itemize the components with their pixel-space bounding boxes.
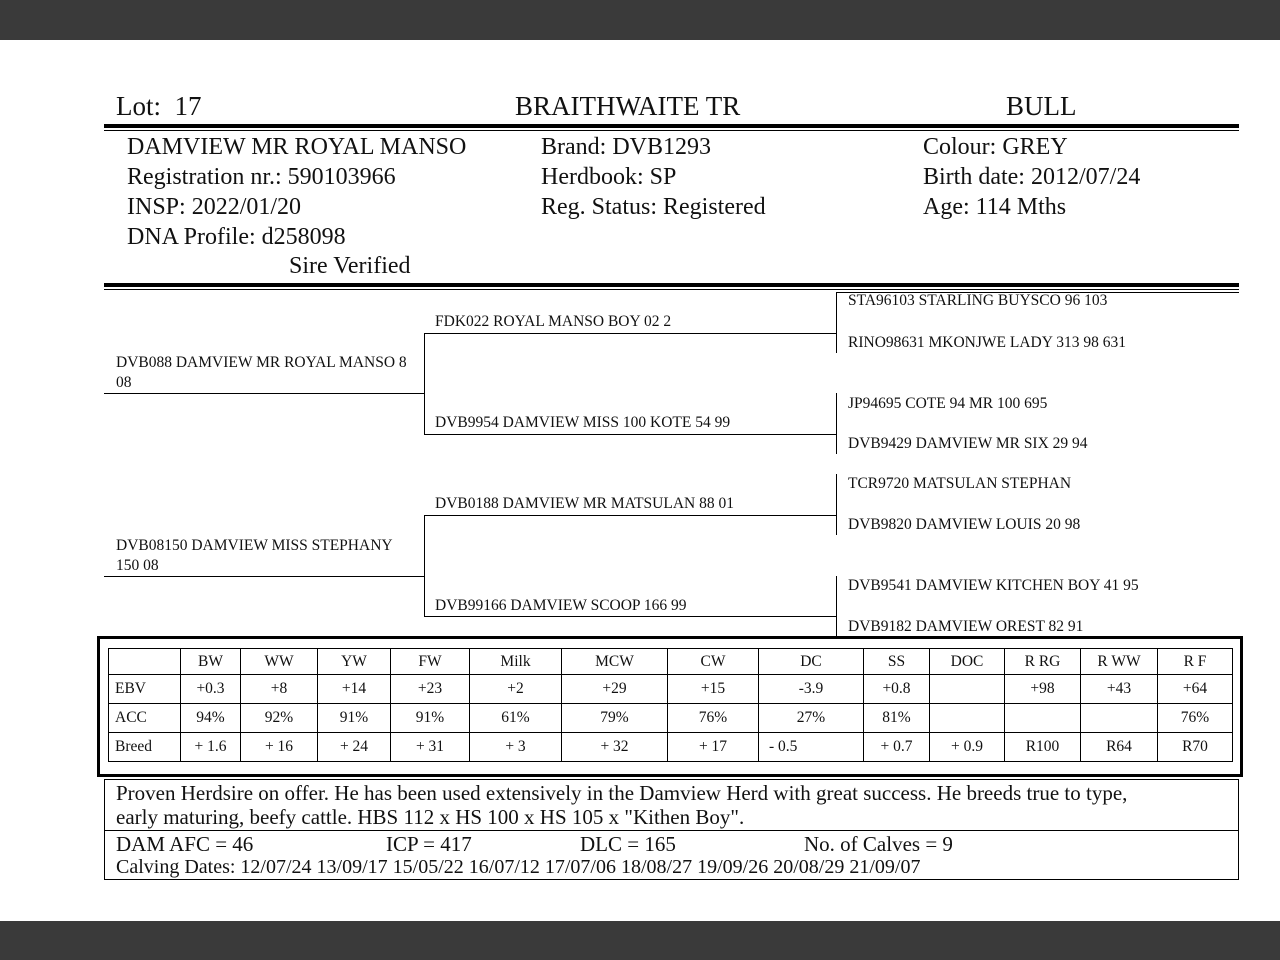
top-bar <box>0 0 1280 40</box>
pedigree-ggp: DVB9541 DAMVIEW KITCHEN BOY 41 95 <box>848 577 1139 594</box>
ebv-header-cell: R RG <box>1005 649 1081 675</box>
ebv-header-cell: CW <box>668 649 759 675</box>
ebv-header-cell: YW <box>318 649 391 675</box>
ebv-row <box>109 675 1233 704</box>
ebv-cell: +43 <box>1081 675 1158 704</box>
pedigree-ggp: JP94695 COTE 94 MR 100 695 <box>848 395 1048 412</box>
ebv-table <box>108 648 1233 762</box>
ebv-cell: +23 <box>391 675 470 704</box>
reg-status: Reg. Status: Registered <box>541 194 766 220</box>
ebv-cell: 27% <box>759 704 864 733</box>
ebv-cell: R64 <box>1081 733 1158 762</box>
header-rule-thin <box>104 130 1239 131</box>
ebv-cell: 91% <box>391 704 470 733</box>
ebv-cell: R70 <box>1158 733 1233 762</box>
lot-number: 17 <box>174 91 202 121</box>
ebv-header-cell: DC <box>759 649 864 675</box>
ebv-cell: 79% <box>562 704 668 733</box>
ebv-row <box>109 704 1233 733</box>
lot-label: Lot: 17 <box>116 91 202 121</box>
age: Age: 114 Mths <box>923 194 1067 220</box>
ebv-header-cell: MCW <box>562 649 668 675</box>
ebv-cell: +0.8 <box>864 675 930 704</box>
ebv-cell: + 16 <box>241 733 318 762</box>
pedigree-sire: DVB088 DAMVIEW MR ROYAL MANSO 8 08 <box>116 354 407 391</box>
ebv-header-cell <box>109 649 181 675</box>
sire-verified: Sire Verified <box>289 253 411 279</box>
ebv-cell: -3.9 <box>759 675 864 704</box>
ebv-header-cell: WW <box>241 649 318 675</box>
pedigree-sire-dam: DVB9954 DAMVIEW MISS 100 KOTE 54 99 <box>435 414 731 431</box>
pedigree-ggp: TCR9720 MATSULAN STEPHAN <box>848 475 1072 492</box>
herdbook: Herdbook: SP <box>541 164 677 190</box>
pedigree-sire-sire: FDK022 ROYAL MANSO BOY 02 2 <box>435 313 672 330</box>
insp-date: INSP: 2022/01/20 <box>127 194 302 220</box>
calving-dates: Calving Dates: 12/07/24 13/09/17 15/05/22 16/07/12 17/07/06 18/08/27 19/09/26 20/08/29 21/09/07 <box>116 856 921 878</box>
pedigree-ggp: DVB9820 DAMVIEW LOUIS 20 98 <box>848 516 1081 533</box>
dna-profile: DNA Profile: d258098 <box>127 224 346 250</box>
ebv-header-cell: BW <box>181 649 241 675</box>
ebv-cell: +8 <box>241 675 318 704</box>
ebv-cell: + 17 <box>668 733 759 762</box>
ebv-cell: +15 <box>668 675 759 704</box>
ebv-cell <box>1081 704 1158 733</box>
ebv-cell: 92% <box>241 704 318 733</box>
animal-type: BULL <box>1006 91 1077 121</box>
ebv-cell: + 0.9 <box>930 733 1005 762</box>
number-of-calves: No. of Calves = 9 <box>804 832 953 856</box>
ebv-cell: + 3 <box>470 733 562 762</box>
ebv-cell <box>930 675 1005 704</box>
ebv-cell: +64 <box>1158 675 1233 704</box>
remarks-divider <box>105 830 1238 831</box>
ebv-cell: +14 <box>318 675 391 704</box>
ebv-cell: + 32 <box>562 733 668 762</box>
ebv-cell: +0.3 <box>181 675 241 704</box>
ebv-cell: 76% <box>668 704 759 733</box>
ebv-cell: R100 <box>1005 733 1081 762</box>
pedigree-rule-thick <box>104 283 1239 287</box>
ebv-header-cell: SS <box>864 649 930 675</box>
ebv-row-label: EBV <box>109 675 181 704</box>
pedigree-rule-thin <box>104 289 1239 290</box>
ebv-cell: +29 <box>562 675 668 704</box>
registration-number: Registration nr.: 590103966 <box>127 164 396 190</box>
ebv-cell: + 0.7 <box>864 733 930 762</box>
ebv-header-cell: Milk <box>470 649 562 675</box>
colour: Colour: GREY <box>923 134 1068 160</box>
pedigree-dam-sire: DVB0188 DAMVIEW MR MATSULAN 88 01 <box>435 495 734 512</box>
icp: ICP = 417 <box>386 832 472 856</box>
ebv-cell: 91% <box>318 704 391 733</box>
remarks-line-1: Proven Herdsire on offer. He has been used extensively in the Damview Herd with great success. He breeds true to type, <box>116 781 1128 805</box>
ebv-cell: + 24 <box>318 733 391 762</box>
pedigree-dam-dam: DVB99166 DAMVIEW SCOOP 166 99 <box>435 597 687 614</box>
ebv-header-cell: FW <box>391 649 470 675</box>
header-rule-thick <box>104 124 1239 128</box>
pedigree-ggp: RINO98631 MKONJWE LADY 313 98 631 <box>848 334 1126 351</box>
ebv-cell: 81% <box>864 704 930 733</box>
ebv-row-label: Breed <box>109 733 181 762</box>
ebv-header-cell: R F <box>1158 649 1233 675</box>
ebv-cell: 61% <box>470 704 562 733</box>
ebv-header-row <box>109 649 1233 675</box>
ebv-header-cell: DOC <box>930 649 1005 675</box>
pedigree-dam: DVB08150 DAMVIEW MISS STEPHANY 150 08 <box>116 537 393 574</box>
ebv-cell: +2 <box>470 675 562 704</box>
birth-date: Birth date: 2012/07/24 <box>923 164 1141 190</box>
ebv-header-cell: R WW <box>1081 649 1158 675</box>
pedigree-ggp: DVB9429 DAMVIEW MR SIX 29 94 <box>848 435 1088 452</box>
ebv-row <box>109 733 1233 762</box>
ebv-cell: 76% <box>1158 704 1233 733</box>
brand: Brand: DVB1293 <box>541 134 711 160</box>
pedigree-ggp: DVB9182 DAMVIEW OREST 82 91 <box>848 618 1084 635</box>
ebv-row-label: ACC <box>109 704 181 733</box>
ebv-cell: +98 <box>1005 675 1081 704</box>
ebv-cell: + 31 <box>391 733 470 762</box>
bottom-bar <box>0 921 1280 960</box>
ebv-cell: - 0.5 <box>759 733 864 762</box>
pedigree-ggp: STA96103 STARLING BUYSCO 96 103 <box>848 292 1108 309</box>
remarks-line-2: early maturing, beefy cattle. HBS 112 x HS 100 x HS 105 x "Kithen Boy". <box>116 805 745 829</box>
ebv-cell: + 1.6 <box>181 733 241 762</box>
ebv-cell: 94% <box>181 704 241 733</box>
animal-name: DAMVIEW MR ROYAL MANSO <box>127 134 467 160</box>
dam-afc: DAM AFC = 46 <box>116 832 254 856</box>
owner-name: BRAITHWAITE TR <box>515 91 741 121</box>
ebv-cell <box>930 704 1005 733</box>
ebv-cell <box>1005 704 1081 733</box>
dlc: DLC = 165 <box>580 832 676 856</box>
